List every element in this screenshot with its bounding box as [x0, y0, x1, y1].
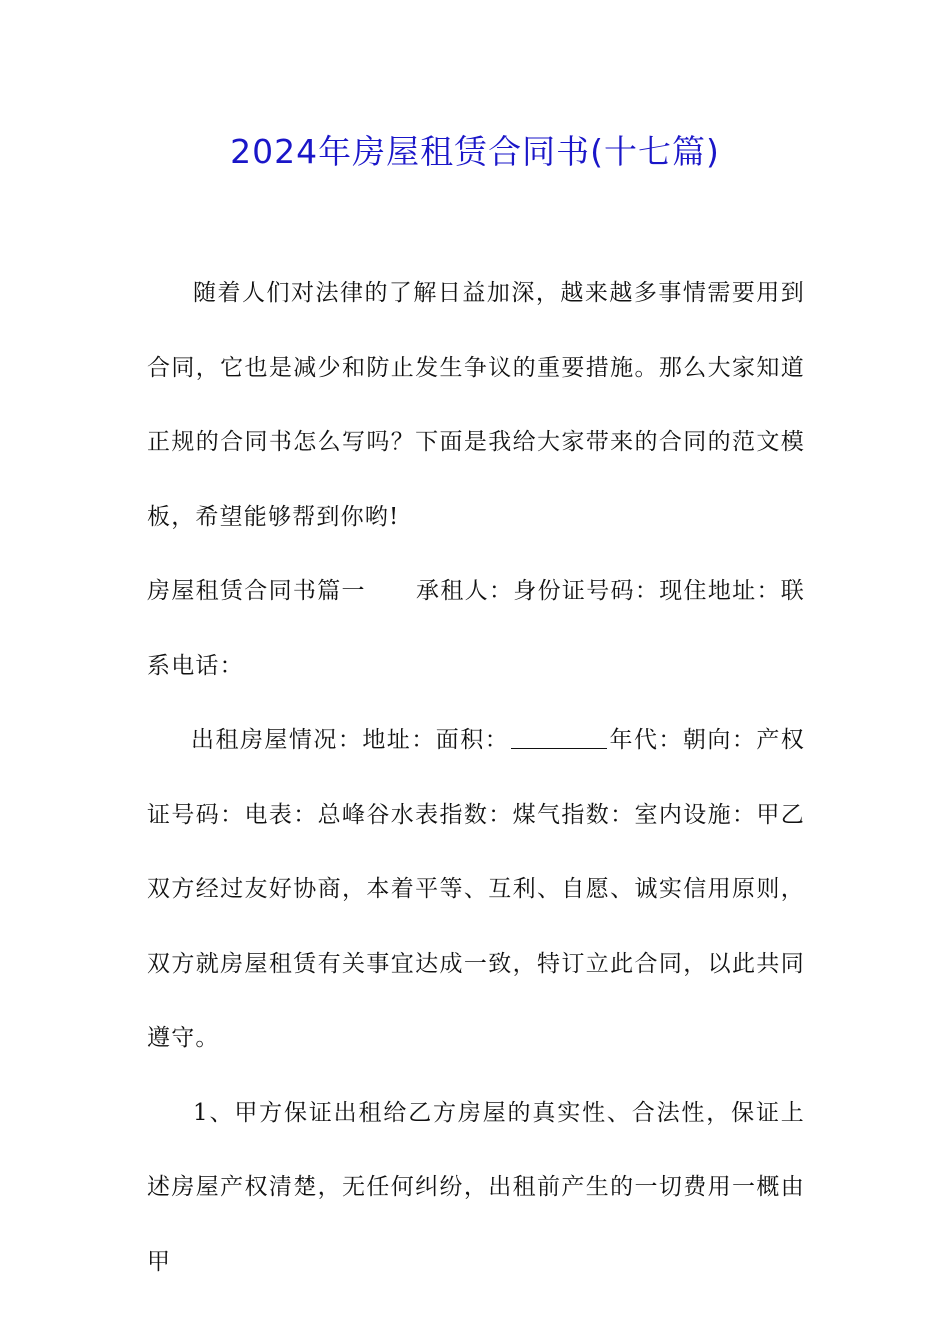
document-title: 2024年房屋租赁合同书(十七篇) [230, 132, 720, 171]
section-heading: 房屋租赁合同书篇一 [147, 578, 366, 604]
house-info-start: 出租房屋情况：地址：面积： [191, 727, 510, 753]
section-paragraph [147, 554, 805, 703]
document-body [147, 256, 805, 1299]
house-info-rest: 年代：朝向：产权证号码：电表：总峰谷水表指数：煤气指数：室内设施：甲乙双方经过友好协商，本着平等、互利、自愿、诚实信用原则，双方就房屋租赁有关事宜达成一致，特订立此合同，以此共同遵守。 [147, 727, 805, 1051]
area-blank-line [511, 726, 607, 749]
house-info-paragraph [147, 703, 805, 1076]
tenant-info: 承租人：身份证号码：现住地址：联系电话： [147, 578, 805, 679]
intro-paragraph: 随着人们对法律的了解日益加深，越来越多事情需要用到合同，它也是减少和防止发生争议的重要措施。那么大家知道正规的合同书怎么写吗？下面是我给大家带来的合同的范文模板，希望能够帮到你哟! [147, 280, 805, 530]
clause-1-paragraph: 1、甲方保证出租给乙方房屋的真实性、合法性，保证上述房屋产权清楚，无任何纠纷，出租前产生的一切费用一概由甲 [147, 1099, 805, 1275]
